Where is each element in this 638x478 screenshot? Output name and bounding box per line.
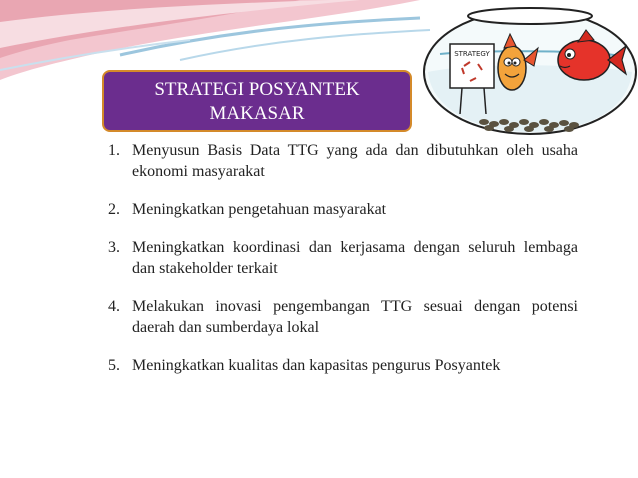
list-item xyxy=(108,296,578,338)
list-item xyxy=(108,140,578,182)
item-number: 1. xyxy=(108,142,120,159)
item-number: 3. xyxy=(108,239,120,256)
list-item xyxy=(108,355,578,376)
item-text: Meningkatkan pengetahuan masyarakat xyxy=(132,201,387,218)
list-item xyxy=(108,237,578,279)
slide-title xyxy=(102,70,412,132)
item-number: 4. xyxy=(108,298,120,315)
title-line-2: MAKASAR xyxy=(209,103,305,124)
item-text: Meningkatkan kualitas dan kapasitas pengurus Posyantek xyxy=(132,357,501,374)
item-text: Menyusun Basis Data TTG yang ada dan dibutuhkan oleh usaha ekonomi masyarakat xyxy=(132,142,578,180)
strategy-list xyxy=(108,140,578,376)
item-text: Meningkatkan koordinasi dan kerjasama dengan seluruh lembaga dan stakeholder terkait xyxy=(132,239,578,277)
title-line-1: STRATEGI POSYANTEK xyxy=(154,79,360,100)
item-text: Melakukan inovasi pengembangan TTG sesuai dengan potensi daerah dan sumberdaya lokal xyxy=(132,298,578,336)
fishbowl-illustration xyxy=(412,2,638,138)
item-number: 5. xyxy=(108,357,120,374)
sign-text: STRATEGY xyxy=(454,50,490,58)
list-item xyxy=(108,199,578,220)
item-number: 2. xyxy=(108,201,120,218)
